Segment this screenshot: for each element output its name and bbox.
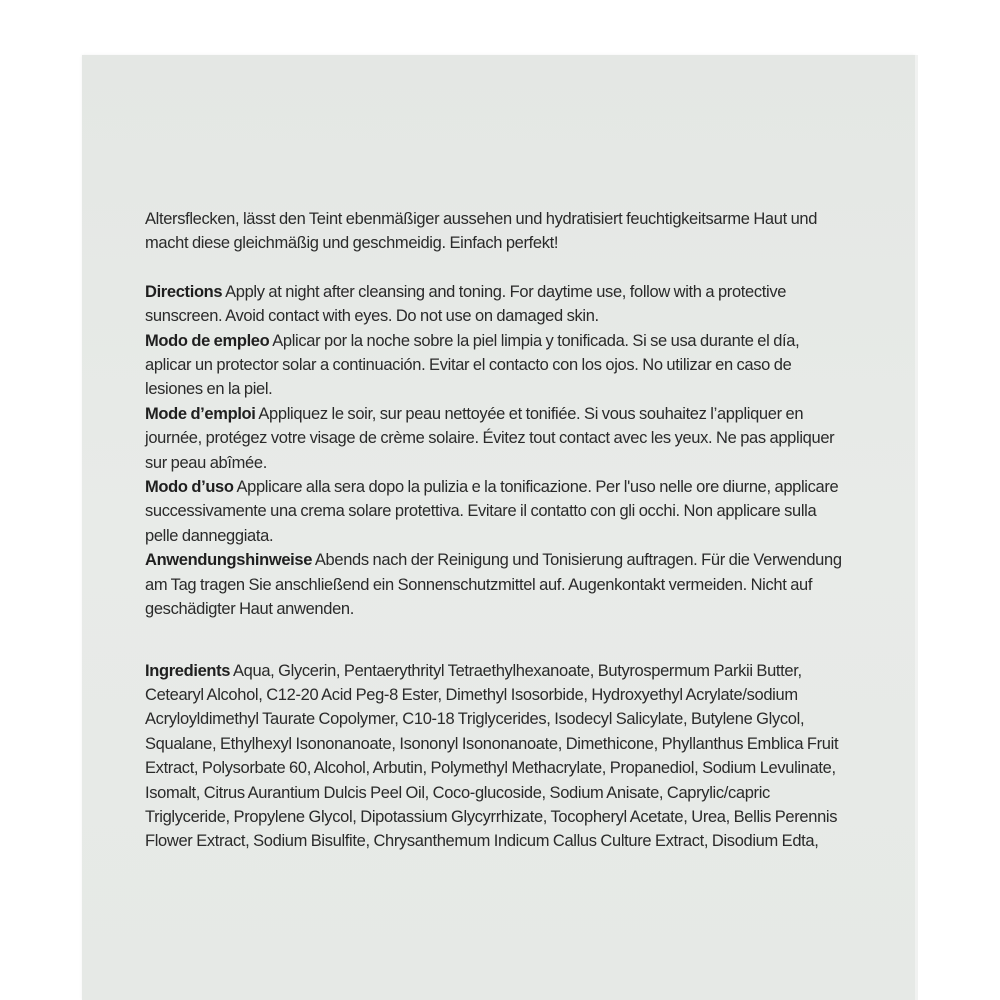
- directions-en: [145, 280, 843, 329]
- label-text-block: [145, 207, 843, 854]
- directions-es-text: Aplicar por la noche sobre la piel limpia y tonificada. Si se usa durante el día, aplicar un protector solar a continuación. Evitar el contacto con los ojos. No utilizar en caso de lesiones en la piel.: [145, 330, 800, 399]
- directions-fr-text: Appliquez le soir, sur peau nettoyée et tonifiée. Si vous souhaitez l’appliquer en journée, protégez votre visage de crème solaire. Évitez tout contact avec les yeux. Ne pas appliquer sur peau abîmée.: [145, 403, 835, 472]
- directions-de-label: Anwendungshinweise: [145, 550, 313, 570]
- ingredients-text: Aqua, Glycerin, Pentaerythrityl Tetraethylhexanoate, Butyrospermum Parkii Butter, Cetearyl Alcohol, C12-20 Acid Peg-8 Ester, Dimethyl Isosorbide, Hydroxyethyl Acrylate/sodium Acryloyldimethyl Taurate Copolymer, C10-18 Triglycerides, Isodecyl Salicylate, Butylene Glycol, Squalane, Ethylhexyl Isononanoate, Isononyl Isononanoate, Dimethicone, Phyllanthus Emblica Fruit Extract, Polysorbate 60, Alcohol, Arbutin, Polymethyl Methacrylate, Propanediol, Sodium Levulinate, Isomalt, Citrus Aurantium Dulcis Peel Oil, Coco-glucoside, Sodium Anisate, Caprylic/capric Triglyceride, Propylene Glycol, Dipotassium Glycyrrhizate, Tocopheryl Acetate, Urea, Bellis Perennis Flower Extract, Sodium Bisulfite, Chrysanthemum Indicum Callus Culture Extract, Disodium Edta,: [145, 660, 839, 851]
- directions-it: [145, 475, 843, 548]
- ingredients-label: Ingredients: [145, 660, 231, 680]
- directions-en-text: Apply at night after cleansing and toning. For daytime use, follow with a protective sunscreen. Avoid contact with eyes. Do not use on damaged skin.: [145, 281, 787, 326]
- directions-de-text: Abends nach der Reinigung und Tonisierung auftragen. Für die Verwendung am Tag tragen Sie anschließend ein Sonnenschutzmittel auf. Augenkontakt vermeiden. Nicht auf geschädigter Haut anwenden.: [145, 550, 842, 619]
- directions-es: [145, 329, 843, 402]
- intro-paragraph: Altersflecken, lässt den Teint ebenmäßiger aussehen und hydratisiert feuchtigkeitsarme Haut und macht diese gleichmäßig und geschmeidig. Einfach perfekt!: [145, 209, 818, 253]
- directions-it-text: Applicare alla sera dopo la pulizia e la tonificazione. Per l'uso nelle ore diurne, applicare successivamente una crema solare protettiva. Evitare il contatto con gli occhi. Non applicare sulla pelle danneggiata.: [145, 477, 839, 545]
- directions-fr: [145, 402, 843, 475]
- directions-es-label: Modo de empleo: [145, 330, 270, 350]
- ingredients-paragraph: [145, 659, 843, 854]
- directions-fr-label: Mode d’emploi: [145, 403, 256, 423]
- directions-section: [145, 280, 843, 622]
- directions-de: [145, 548, 843, 621]
- directions-en-label: Directions: [145, 281, 223, 301]
- directions-it-label: Modo d’uso: [145, 477, 234, 497]
- box-edge: [915, 55, 918, 1000]
